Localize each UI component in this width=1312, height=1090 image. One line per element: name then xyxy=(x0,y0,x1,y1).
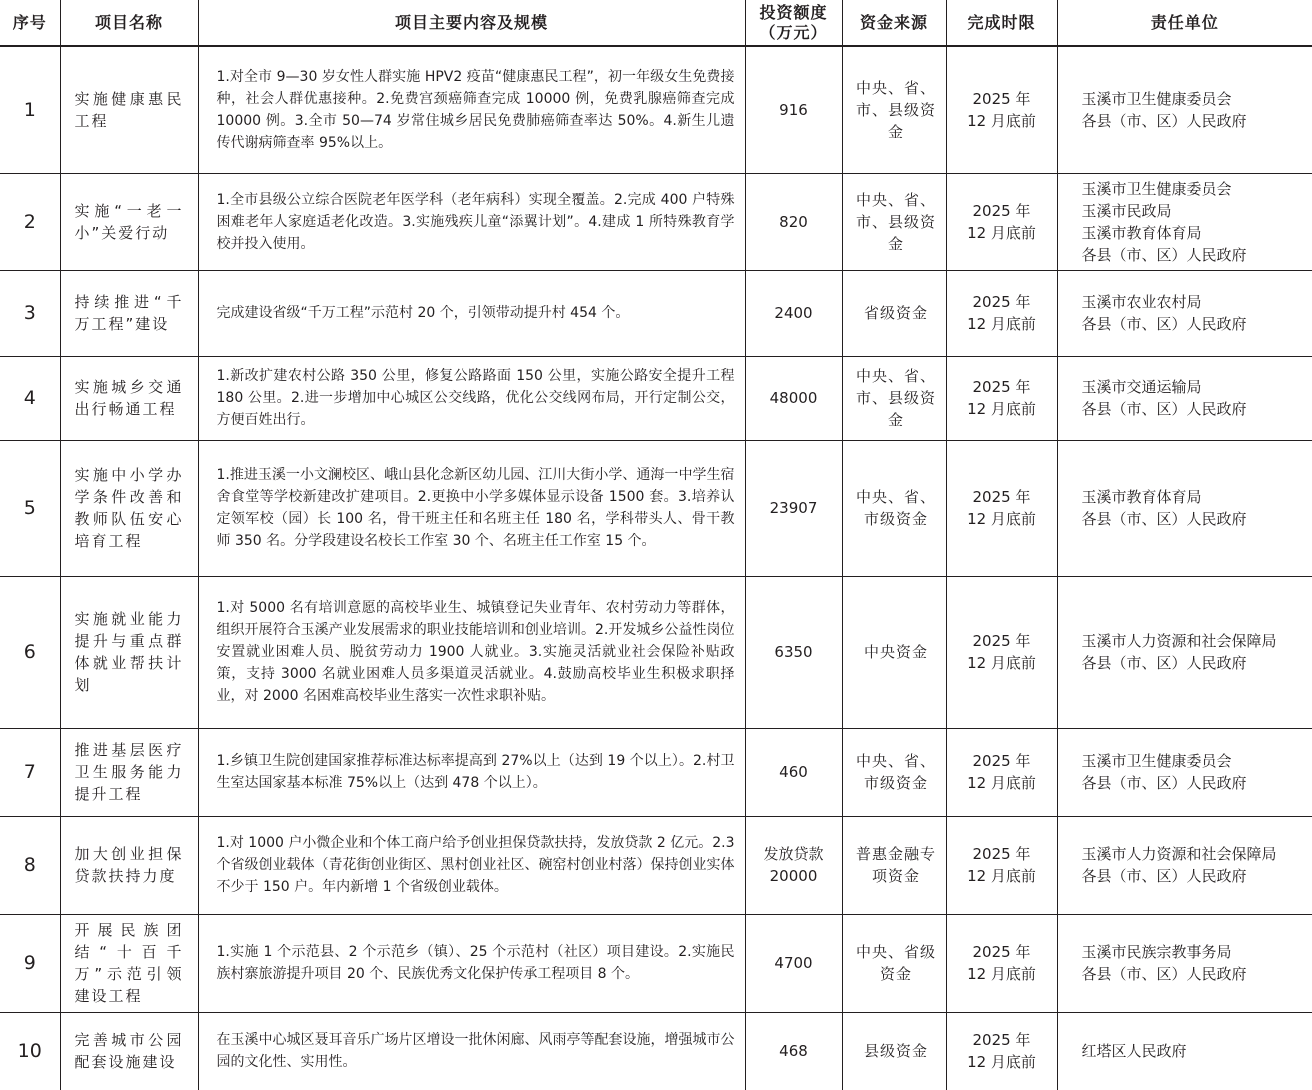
row-invest: 23907 xyxy=(745,440,842,576)
row-time: 2025 年 12 月底前 xyxy=(946,270,1057,356)
row-invest: 2400 xyxy=(745,270,842,356)
row-content: 1.对 5000 名有培训意愿的高校毕业生、城镇登记失业青年、农村劳动力等群体，组织开展符合玉溪产业发展需求的职业技能培训和创业培训。2.开发城乡公益性岗位安置就业困难人员、脱贫劳动力 1900 人就业。3.实施灵活就业社会保险补贴政策，支持 3000 名就业困难人员多渠道灵活就业。4.鼓励高校毕业生积极求职择业，对 2000 名困难高校毕业生落实一次性求职补贴。 xyxy=(198,576,745,728)
row-name: 实施城乡交通出行畅通工程 xyxy=(60,356,198,440)
header-fund: 资金来源 xyxy=(842,0,946,46)
row-time: 2025 年 12 月底前 xyxy=(946,1012,1057,1090)
row-no: 5 xyxy=(0,440,60,576)
row-no: 4 xyxy=(0,356,60,440)
table-row xyxy=(0,356,1312,440)
row-fund: 普惠金融专项资金 xyxy=(842,816,946,914)
table-row xyxy=(0,816,1312,914)
row-time: 2025 年 12 月底前 xyxy=(946,440,1057,576)
row-content: 1.实施 1 个示范县、2 个示范乡（镇）、25 个示范村（社区）项目建设。2.实施民族村寨旅游提升项目 20 个、民族优秀文化保护传承工程项目 8 个。 xyxy=(198,914,745,1012)
row-invest: 发放贷款 20000 xyxy=(745,816,842,914)
row-fund: 县级资金 xyxy=(842,1012,946,1090)
row-name: 推进基层医疗卫生服务能力提升工程 xyxy=(60,728,198,816)
table-row xyxy=(0,440,1312,576)
table-row xyxy=(0,270,1312,356)
row-time: 2025 年 12 月底前 xyxy=(946,816,1057,914)
row-time: 2025 年 12 月底前 xyxy=(946,914,1057,1012)
row-unit: 玉溪市民族宗教事务局 各县（市、区）人民政府 xyxy=(1057,914,1312,1012)
row-fund: 中央、省、市、县级资金 xyxy=(842,173,946,270)
row-no: 8 xyxy=(0,816,60,914)
row-name: 实施中小学办学条件改善和教师队伍安心培育工程 xyxy=(60,440,198,576)
table-row xyxy=(0,914,1312,1012)
row-invest: 6350 xyxy=(745,576,842,728)
row-unit: 玉溪市卫生健康委员会 玉溪市民政局 玉溪市教育体育局 各县（市、区）人民政府 xyxy=(1057,173,1312,270)
row-fund: 中央资金 xyxy=(842,576,946,728)
row-fund: 中央、省级资金 xyxy=(842,914,946,1012)
table-row xyxy=(0,1012,1312,1090)
header-no: 序号 xyxy=(0,0,60,46)
row-unit: 玉溪市教育体育局 各县（市、区）人民政府 xyxy=(1057,440,1312,576)
row-no: 7 xyxy=(0,728,60,816)
row-time: 2025 年 12 月底前 xyxy=(946,728,1057,816)
table-row xyxy=(0,576,1312,728)
row-name: 持续推进“千万工程”建设 xyxy=(60,270,198,356)
row-content: 1.全市县级公立综合医院老年医学科（老年病科）实现全覆盖。2.完成 400 户特殊困难老年人家庭适老化改造。3.实施残疾儿童“添翼计划”。4.建成 1 所特殊教育学校并投入使用。 xyxy=(198,173,745,270)
row-invest: 916 xyxy=(745,46,842,173)
row-invest: 460 xyxy=(745,728,842,816)
header-invest: 投资额度（万元） xyxy=(745,0,842,46)
row-name: 实施“一老一小”关爱行动 xyxy=(60,173,198,270)
row-no: 1 xyxy=(0,46,60,173)
row-no: 2 xyxy=(0,173,60,270)
row-unit: 玉溪市卫生健康委员会 各县（市、区）人民政府 xyxy=(1057,728,1312,816)
row-unit: 玉溪市人力资源和社会保障局 各县（市、区）人民政府 xyxy=(1057,576,1312,728)
row-fund: 中央、省、市级资金 xyxy=(842,440,946,576)
row-no: 6 xyxy=(0,576,60,728)
row-name: 加大创业担保贷款扶持力度 xyxy=(60,816,198,914)
table-row xyxy=(0,46,1312,173)
row-content: 完成建设省级“千万工程”示范村 20 个，引领带动提升村 454 个。 xyxy=(198,270,745,356)
row-content: 1.乡镇卫生院创建国家推荐标准达标率提高到 27%以上（达到 19 个以上）。2.村卫生室达国家基本标准 75%以上（达到 478 个以上）。 xyxy=(198,728,745,816)
table-header-row xyxy=(0,0,1312,46)
row-unit: 玉溪市交通运输局 各县（市、区）人民政府 xyxy=(1057,356,1312,440)
row-invest: 820 xyxy=(745,173,842,270)
row-invest: 4700 xyxy=(745,914,842,1012)
row-time: 2025 年 12 月底前 xyxy=(946,46,1057,173)
row-content: 1.对全市 9—30 岁女性人群实施 HPV2 疫苗“健康惠民工程”，初一年级女生免费接种，社会人群优惠接种。2.免费宫颈癌筛查完成 10000 例，免费乳腺癌筛查完成 10000 例。3.全市 50—74 岁常住城乡居民免费肺癌筛查率达 50%。4.新生儿遗传代谢病筛查率 95%以上。 xyxy=(198,46,745,173)
row-unit: 玉溪市人力资源和社会保障局 各县（市、区）人民政府 xyxy=(1057,816,1312,914)
row-invest: 468 xyxy=(745,1012,842,1090)
header-content: 项目主要内容及规模 xyxy=(198,0,745,46)
row-fund: 省级资金 xyxy=(842,270,946,356)
row-unit: 红塔区人民政府 xyxy=(1057,1012,1312,1090)
row-name: 实施就业能力提升与重点群体就业帮扶计划 xyxy=(60,576,198,728)
row-content: 在玉溪中心城区聂耳音乐广场片区增设一批休闲廊、风雨亭等配套设施，增强城市公园的文化性、实用性。 xyxy=(198,1012,745,1090)
header-time: 完成时限 xyxy=(946,0,1057,46)
row-no: 10 xyxy=(0,1012,60,1090)
row-fund: 中央、省、市级资金 xyxy=(842,728,946,816)
row-name: 实施健康惠民工程 xyxy=(60,46,198,173)
row-fund: 中央、省、市、县级资金 xyxy=(842,46,946,173)
row-content: 1.新改扩建农村公路 350 公里，修复公路路面 150 公里，实施公路安全提升工程 180 公里。2.进一步增加中心城区公交线路，优化公交线网布局，开行定制公交，方便百姓出行。 xyxy=(198,356,745,440)
row-name: 开展民族团结“十百千万”示范引领建设工程 xyxy=(60,914,198,1012)
table-row xyxy=(0,728,1312,816)
header-name: 项目名称 xyxy=(60,0,198,46)
row-content: 1.推进玉溪一小文澜校区、峨山县化念新区幼儿园、江川大街小学、通海一中学生宿舍食堂等学校新建改扩建项目。2.更换中小学多媒体显示设备 1500 套。3.培养认定领军校（园）长 100 名，骨干班主任和名班主任 180 名，学科带头人、骨干教师 350 名。分学段建设名校长工作室 30 个、名班主任工作室 15 个。 xyxy=(198,440,745,576)
row-unit: 玉溪市农业农村局 各县（市、区）人民政府 xyxy=(1057,270,1312,356)
row-name: 完善城市公园配套设施建设 xyxy=(60,1012,198,1090)
row-no: 3 xyxy=(0,270,60,356)
row-time: 2025 年 12 月底前 xyxy=(946,173,1057,270)
row-time: 2025 年 12 月底前 xyxy=(946,576,1057,728)
row-time: 2025 年 12 月底前 xyxy=(946,356,1057,440)
row-content: 1.对 1000 户小微企业和个体工商户给予创业担保贷款扶持，发放贷款 2 亿元。2.3 个省级创业载体（青花街创业街区、黑村创业社区、碗窑村创业村落）保持创业实体不少于 150 户。年内新增 1 个省级创业载体。 xyxy=(198,816,745,914)
row-invest: 48000 xyxy=(745,356,842,440)
header-unit: 责任单位 xyxy=(1057,0,1312,46)
table-row xyxy=(0,173,1312,270)
row-unit: 玉溪市卫生健康委员会 各县（市、区）人民政府 xyxy=(1057,46,1312,173)
row-no: 9 xyxy=(0,914,60,1012)
row-fund: 中央、省、市、县级资金 xyxy=(842,356,946,440)
